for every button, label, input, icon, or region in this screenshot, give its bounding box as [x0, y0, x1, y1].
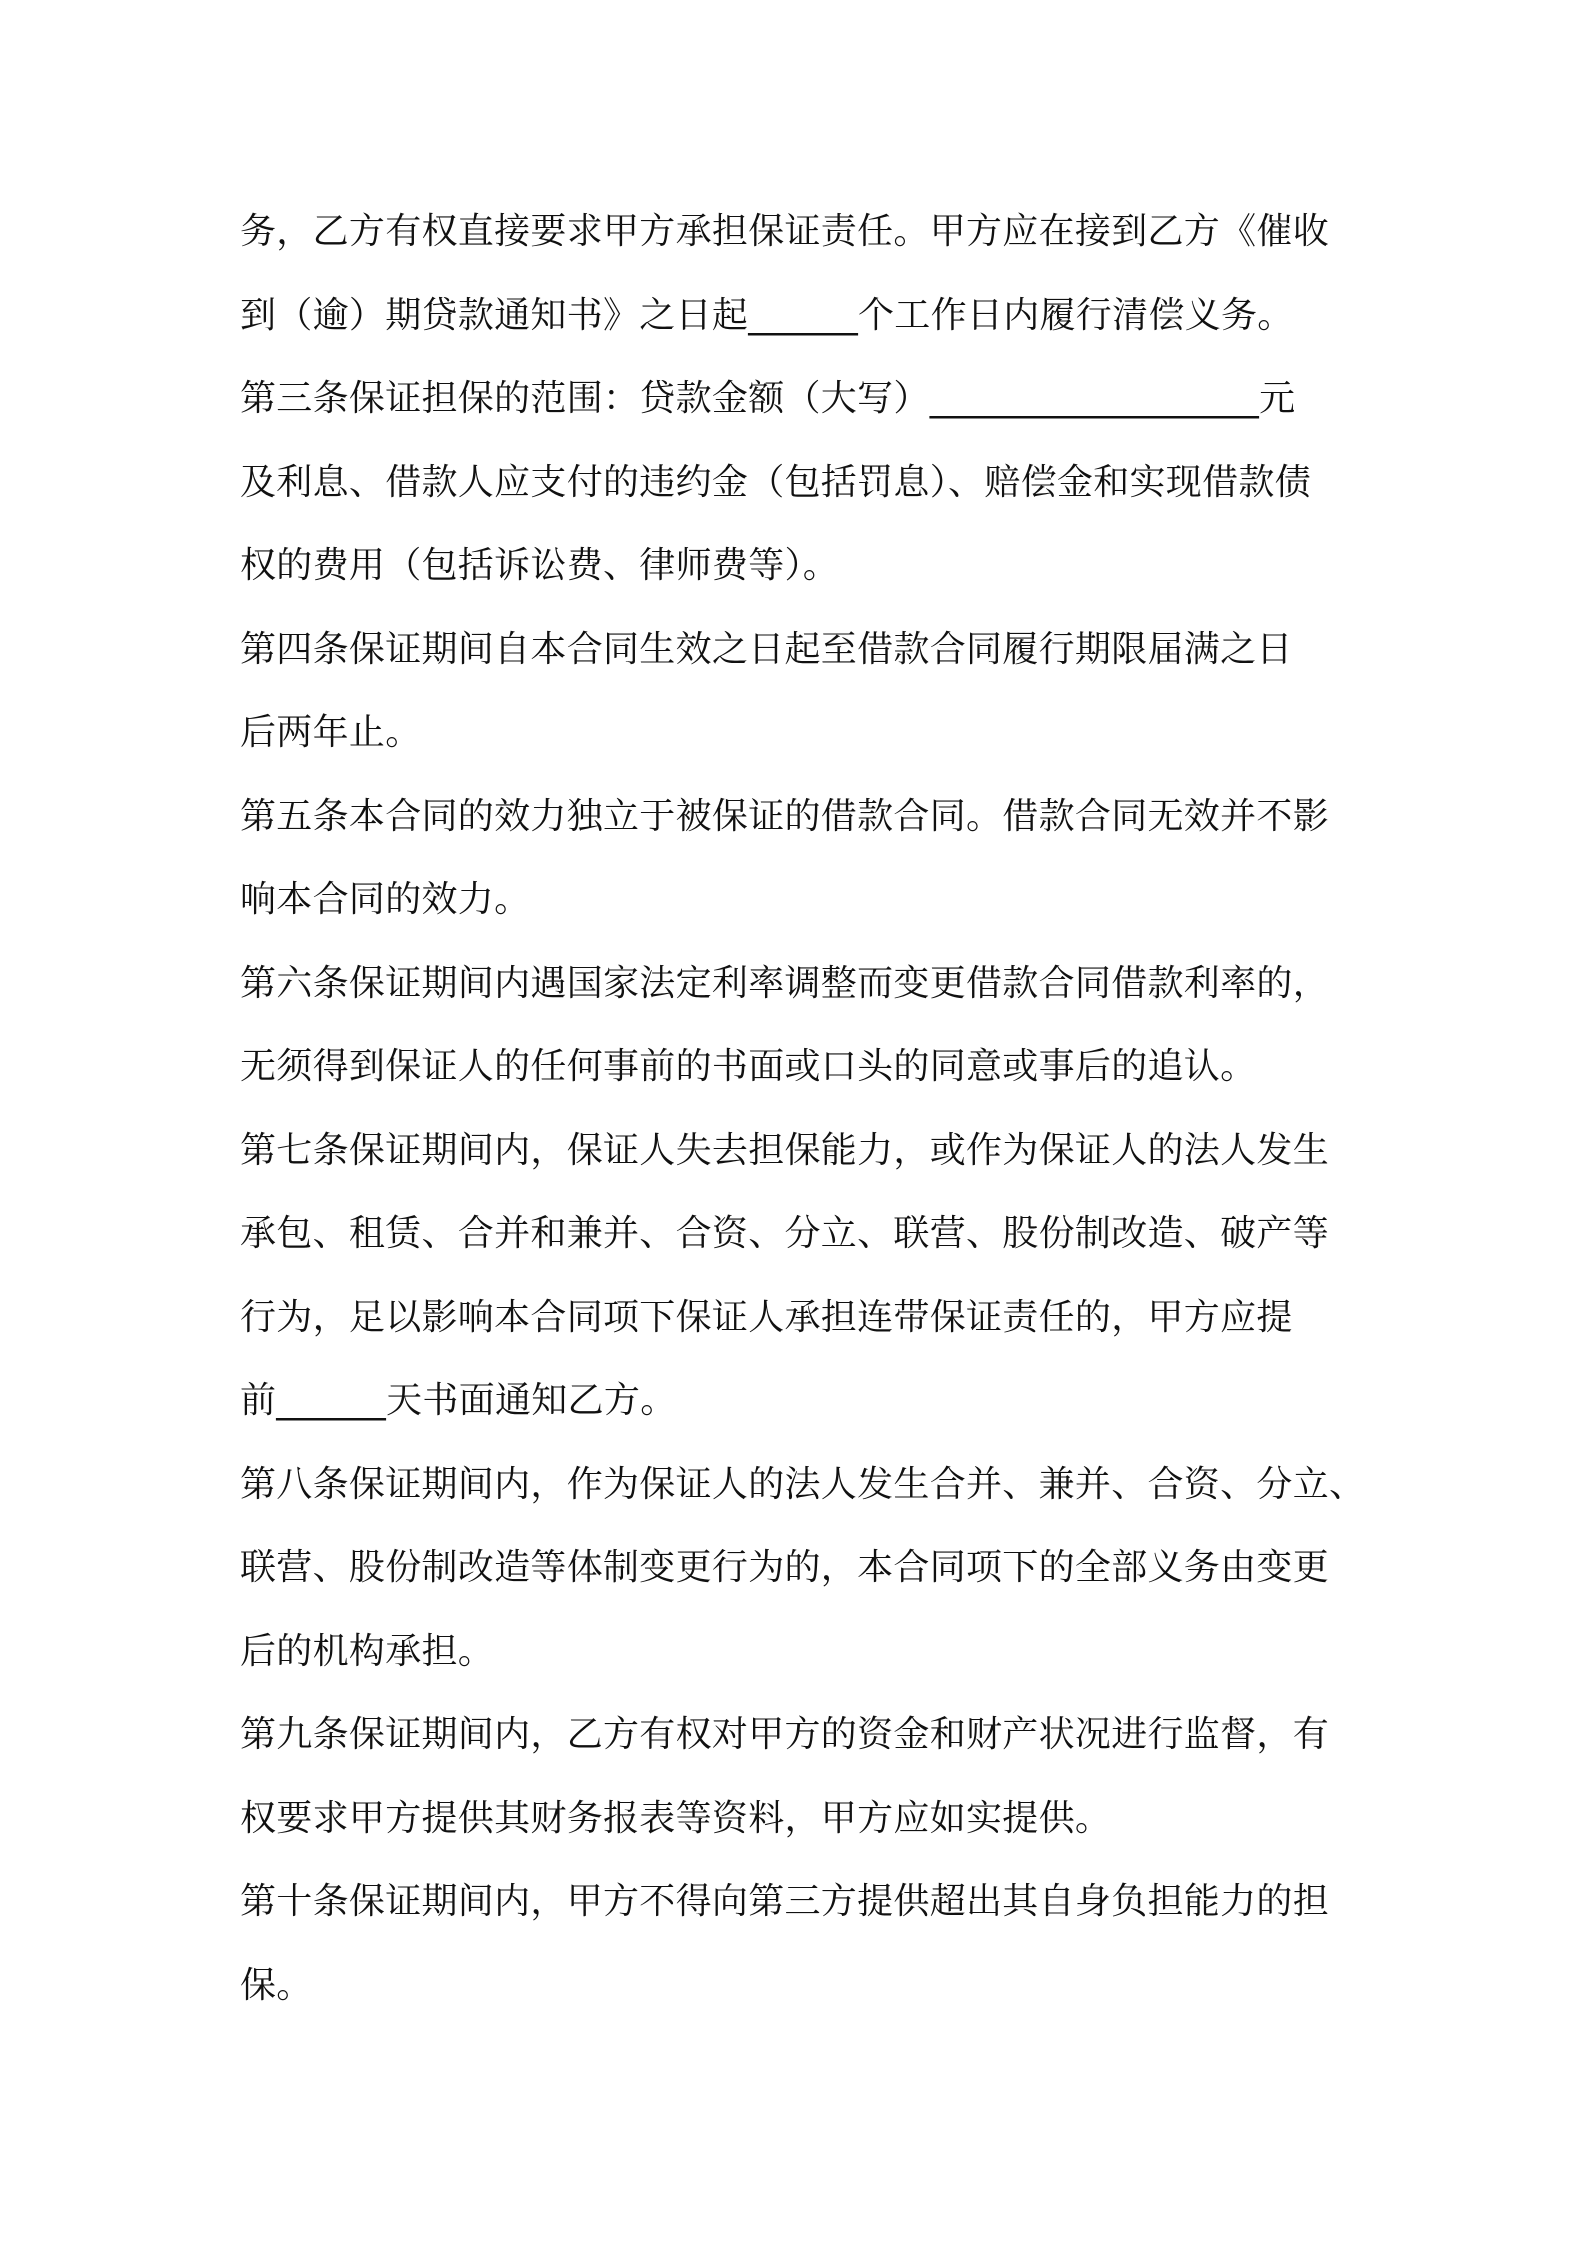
text-line: 行为，足以影响本合同项下保证人承担连带保证责任的，甲方应提 [240, 1296, 1293, 1338]
text-line: 第八条保证期间内，作为保证人的法人发生合并、兼并、合资、分立、 [240, 1463, 1366, 1505]
text-line: 第七条保证期间内，保证人失去担保能力，或作为保证人的法人发生 [240, 1129, 1330, 1171]
text-line: 无须得到保证人的任何事前的书面或口头的同意或事后的追认。 [240, 1046, 1257, 1087]
text-line: 后的机构承担。 [240, 1630, 495, 1672]
contract-text [240, 201, 1366, 2038]
text-line: 保。 [240, 1964, 313, 2006]
text-line: 权要求甲方提供其财务报表等资料，甲方应如实提供。 [240, 1797, 1112, 1839]
text-line: 第十条保证期间内，甲方不得向第三方提供超出其自身负担能力的担 [240, 1881, 1330, 1922]
text-line: 第五条本合同的效力独立于被保证的借款合同。借款合同无效并不影 [240, 795, 1330, 837]
text-line: 联营、股份制改造等体制变更行为的，本合同项下的全部义务由变更 [240, 1547, 1330, 1588]
text-line: 权的费用（包括诉讼费、律师费等）。 [240, 545, 840, 586]
text-line: 及利息、借款人应支付的违约金（包括罚息）、赔偿金和实现借款债 [240, 461, 1312, 503]
text-line: 务，乙方有权直接要求甲方承担保证责任。甲方应在接到乙方《催收 [240, 211, 1330, 252]
text-line: 承包、租赁、合并和兼并、合资、分立、联营、股份制改造、破产等 [240, 1213, 1330, 1254]
text-line: 第九条保证期间内，乙方有权对甲方的资金和财产状况进行监督，有 [240, 1714, 1330, 1755]
text-line: 到（逾）期贷款通知书》之日起______个工作日内履行清偿义务。 [240, 294, 1294, 336]
text-line: 第四条保证期间自本合同生效之日起至借款合同履行期限届满之日 [240, 628, 1293, 670]
text-line: 第三条保证担保的范围：贷款金额（大写）__________________元 [240, 378, 1296, 419]
text-line: 第六条保证期间内遇国家法定利率调整而变更借款合同借款利率的， [240, 962, 1330, 1004]
text-line: 后两年止。 [240, 712, 422, 753]
text-line: 响本合同的效力。 [240, 879, 531, 920]
text-line: 前______天书面通知乙方。 [240, 1380, 677, 1421]
